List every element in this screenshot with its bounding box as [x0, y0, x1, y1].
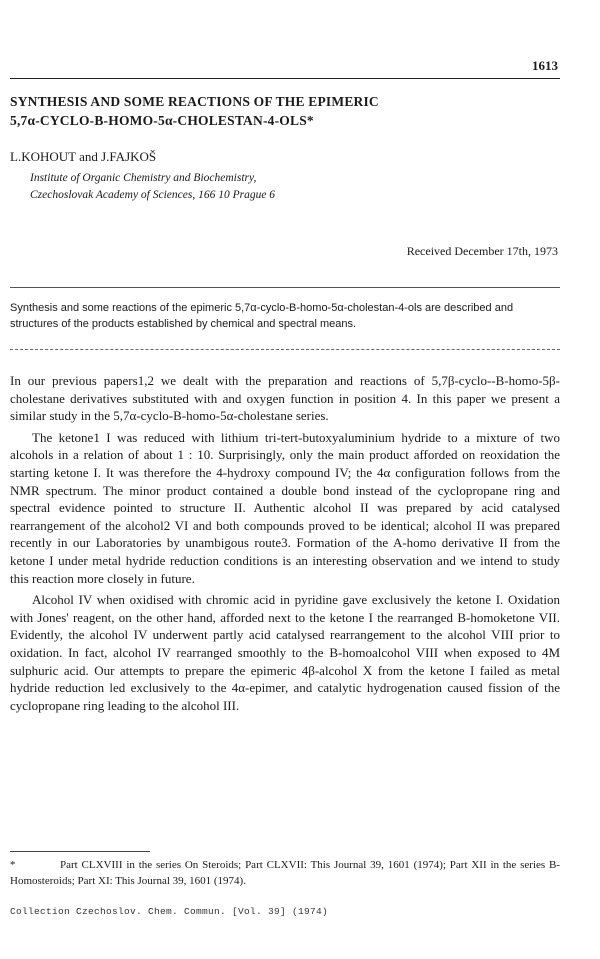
- affiliation-line-2: Czechoslovak Academy of Sciences, 166 10 Prague 6: [30, 189, 276, 201]
- paper-title: [10, 92, 570, 130]
- authors: L.KOHOUT and J.FAJKOŠ: [10, 149, 157, 164]
- abstract-top-rule: [10, 287, 560, 288]
- affiliation-line-1: Institute of Organic Chemistry and Biochemistry,: [30, 172, 257, 184]
- journal-citation: Collection Czechoslov. Chem. Commun. [Vol. 39] (1974): [10, 906, 329, 917]
- body-text: [10, 372, 560, 718]
- received-date: Received December 17th, 1973: [406, 244, 558, 258]
- footnote: [10, 857, 560, 889]
- title-line-2: 5,7α-CYCLO-B-HOMO-5α-CHOLESTAN-4-OLS*: [10, 113, 314, 128]
- footnote-rule: [10, 851, 150, 852]
- footnote-mark: *: [10, 859, 16, 871]
- page-number: 1613: [532, 58, 558, 73]
- header-rule: [10, 78, 560, 79]
- abstract: Synthesis and some reactions of the epimeric 5,7α-cyclo-B-homo-5α-cholestan-4-ols are described and structures of the products established by chemical and spectral means.: [10, 302, 514, 330]
- footnote-text: Part CLXVIII in the series On Steroids; Part CLXVII: This Journal 39, 1601 (1974); Part XII in the series B-Homosteroids; Part XI: This Journal 39, 1601 (1974).: [10, 859, 560, 887]
- affiliation: [30, 170, 275, 204]
- paragraph-3: Alcohol IV when oxidised with chromic acid in pyridine gave exclusively the ketone I. Oxidation with Jones' reagent, on the other hand, afforded next to the ketone I the rearranged B-homoketone VII. Evidently, the alcohol IV underwent partly acid catalysed rearrangement to the alcohol VIII prior to oxidation. In fact, alcohol IV rearranged smoothly to the B-homoalcohol VIII when exposed to 4M sulphuric acid. Our attempts to prepare the epimeric 4β-alcohol X from the ketone I failed as metal hydride reduction led exclusively to the 4α-epimer, and catalytic hydrogenation caused fission of the cyclopropane ring leading to the alcohol III.: [10, 592, 560, 713]
- paragraph-2: The ketone1 I was reduced with lithium tri-tert-butoxyaluminium hydride to a mixture of two alcohols in a relation of about 1 : 10. Surprisingly, only the main product afforded on reoxidation the starting ketone I. It was therefore the 4-hydroxy compound IV; the 4α configuration follows from the NMR spectrum. The minor product contained a double bond instead of the cyclopropane ring and spectral evidence pointed to structure II. Authentic alcohol II was prepared by acid catalysed rearrangement of the alcohol2 VI and both compounds proved to be identical; alcohol II was prepared recently in our Laboratories by unambigous route3. Formation of the A-homo derivative II from the ketone I under metal hydride reduction conditions is an interesting observation and we intend to study this reaction more closely in future.: [10, 429, 560, 586]
- title-line-1: SYNTHESIS AND SOME REACTIONS OF THE EPIMERIC: [10, 94, 379, 109]
- abstract-bottom-rule: [10, 349, 560, 350]
- paragraph-1: In our previous papers1,2 we dealt with the preparation and reactions of 5,7β-cyclo--B-homo-5β-cholestane derivatives substituted with and oxygen function in position 4. In this paper we present a similar study in the 5,7α-cyclo-B-homo-5α-cholestane series.: [10, 373, 560, 424]
